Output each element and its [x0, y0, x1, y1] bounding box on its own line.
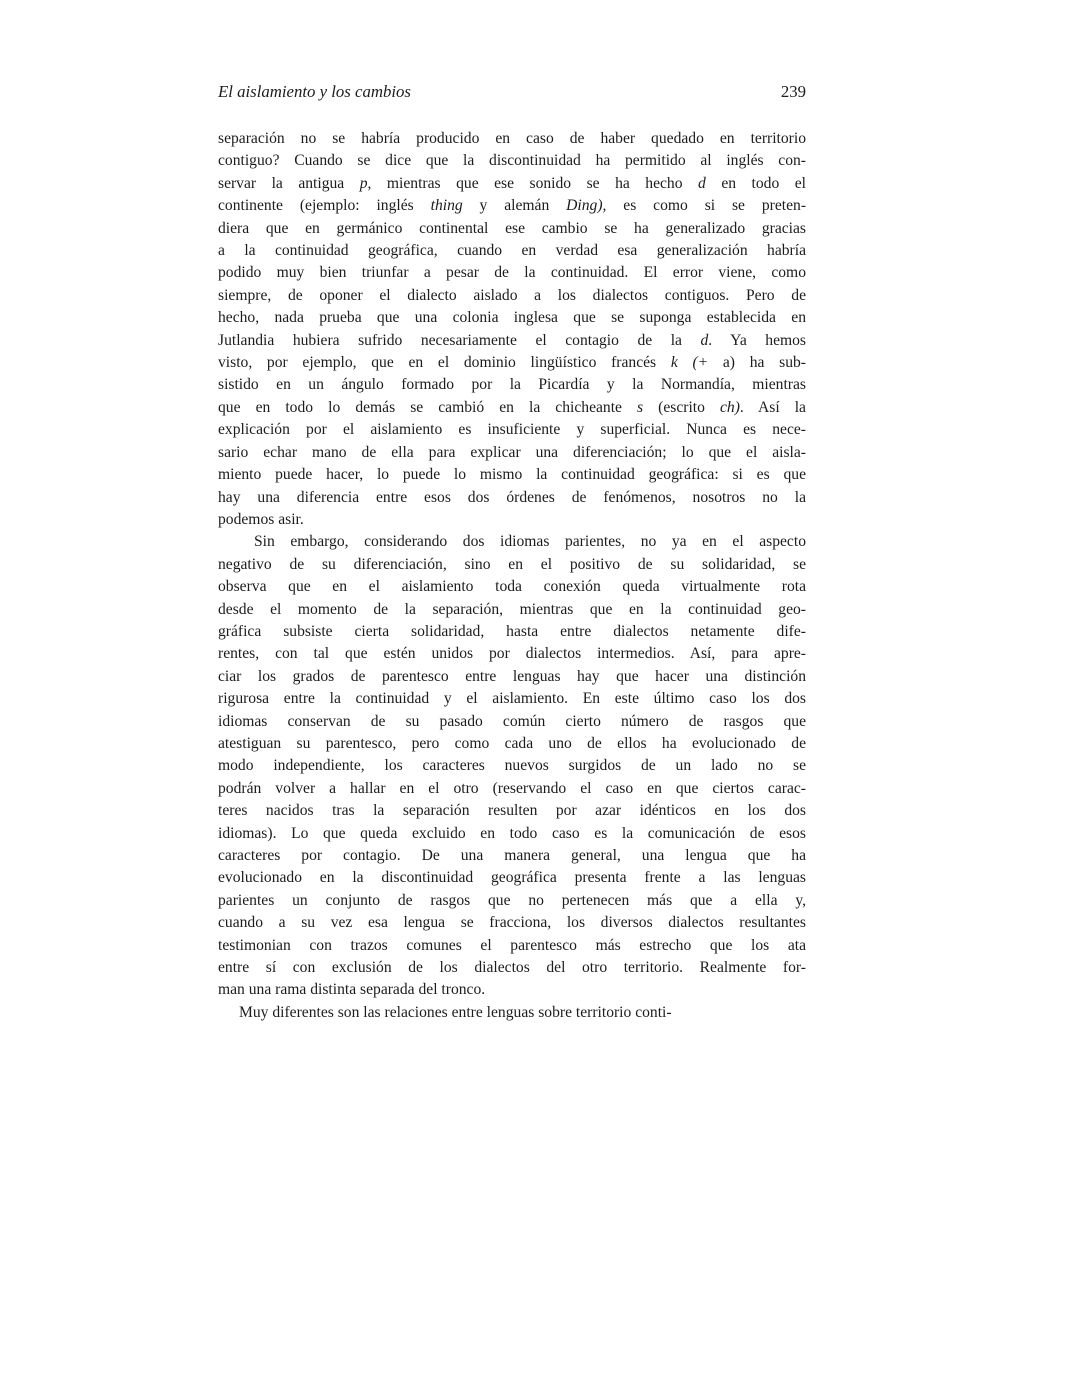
text-line: desde el momento de la separación, mientras que en la continuidad geo-: [218, 600, 806, 618]
text-line: separación no se habría producido en caso de haber quedado en territorio: [218, 130, 806, 147]
text-line: siempre, de oponer el dialecto aislado a los dialectos contiguos. Pero de: [218, 286, 806, 304]
text-line: gráfica subsiste cierta solidaridad, hasta entre dialectos netamente dife-: [218, 622, 806, 640]
page-number: 239: [780, 82, 806, 101]
text-line: negativo de su diferenciación, sino en el positivo de su solidaridad, se: [218, 555, 806, 573]
text-line: diera que en germánico continental ese cambio se ha generalizado gracias: [218, 219, 806, 237]
text-line: que en todo lo demás se cambió en la chicheante s (escrito ch). Así la: [218, 398, 806, 416]
text-line: sario echar mano de ella para explicar una diferenciación; lo que el aisla-: [218, 443, 806, 461]
running-header: [218, 81, 806, 103]
text-line: podemos asir.: [218, 510, 304, 528]
text-line: parientes un conjunto de rasgos que no pertenecen más que a ella y,: [218, 891, 806, 909]
text-line: modo independiente, los caracteres nuevos surgidos de un lado no se: [218, 757, 806, 775]
text-line: explicación por el aislamiento es insuficiente y superficial. Nunca es nece-: [218, 421, 806, 439]
text-line: cuando a su vez esa lengua se fracciona, los diversos dialectos resultantes: [218, 914, 806, 932]
text-line: idiomas). Lo que queda excluido en todo caso es la comunicación de esos: [218, 824, 806, 842]
text-line: rigurosa entre la continuidad y el aislamiento. En este último caso los dos: [218, 690, 806, 708]
text-line: evolucionado en la discontinuidad geográfica presenta frente a las lenguas: [218, 869, 806, 887]
text-line: servar la antigua p, mientras que ese sonido se ha hecho d en todo el: [218, 174, 806, 192]
text-line: Muy diferentes son las relaciones entre lenguas sobre territorio conti-: [239, 1003, 672, 1021]
text-line: visto, por ejemplo, que en el dominio lingüístico francés k (+ a) ha sub-: [218, 354, 806, 372]
text-line: podido muy bien triunfar a pesar de la continuidad. El error viene, como: [218, 264, 806, 282]
text-line: atestiguan su parentesco, pero como cada uno de ellos ha evolucionado de: [218, 734, 806, 752]
text-line: entre sí con exclusión de los dialectos del otro territorio. Realmente for-: [218, 959, 806, 977]
text-line: ciar los grados de parentesco entre lenguas hay que hacer una distinción: [218, 667, 806, 685]
text-line: man una rama distinta separada del tronco.: [218, 981, 486, 999]
text-line: Jutlandia hubiera sufrido necesariamente el contagio de la d. Ya hemos: [218, 331, 806, 349]
text-line: teres nacidos tras la separación resulten por azar idénticos en los dos: [218, 802, 806, 820]
body-text: [218, 128, 806, 1024]
text-line: rentes, con tal que estén unidos por dialectos intermedios. Así, para apre-: [218, 645, 806, 663]
text-line: podrán volver a hallar en el otro (reservando el caso en que ciertos carac-: [218, 779, 806, 797]
text-line: idiomas conservan de su pasado común cierto número de rasgos que: [218, 712, 806, 730]
text-line: continente (ejemplo: inglés thing y alemán Ding), es como si se preten-: [218, 197, 807, 215]
text-line: testimonian con trazos comunes el parentesco más estrecho que los ata: [218, 936, 806, 954]
text-line: a la continuidad geográfica, cuando en verdad esa generalización habría: [218, 242, 806, 260]
text-line: hay una diferencia entre esos dos órdenes de fenómenos, nosotros no la: [218, 488, 806, 506]
page-content: [218, 81, 806, 1024]
text-line: miento puede hacer, lo puede lo mismo la continuidad geográfica: si es que: [218, 466, 806, 484]
text-line: observa que en el aislamiento toda conexión queda virtualmente rota: [218, 578, 806, 596]
text-line: Sin embargo, considerando dos idiomas parientes, no ya en el aspecto: [254, 533, 806, 551]
text-line: contiguo? Cuando se dice que la discontinuidad ha permitido al inglés con-: [218, 152, 806, 170]
text-line: caracteres por contagio. De una manera general, una lengua que ha: [218, 847, 806, 864]
text-line: hecho, nada prueba que una colonia inglesa que se suponga establecida en: [218, 309, 806, 327]
text-line: sistido en un ángulo formado por la Picardía y la Normandía, mientras: [218, 376, 806, 394]
running-header-title: El aislamiento y los cambios: [218, 82, 411, 101]
